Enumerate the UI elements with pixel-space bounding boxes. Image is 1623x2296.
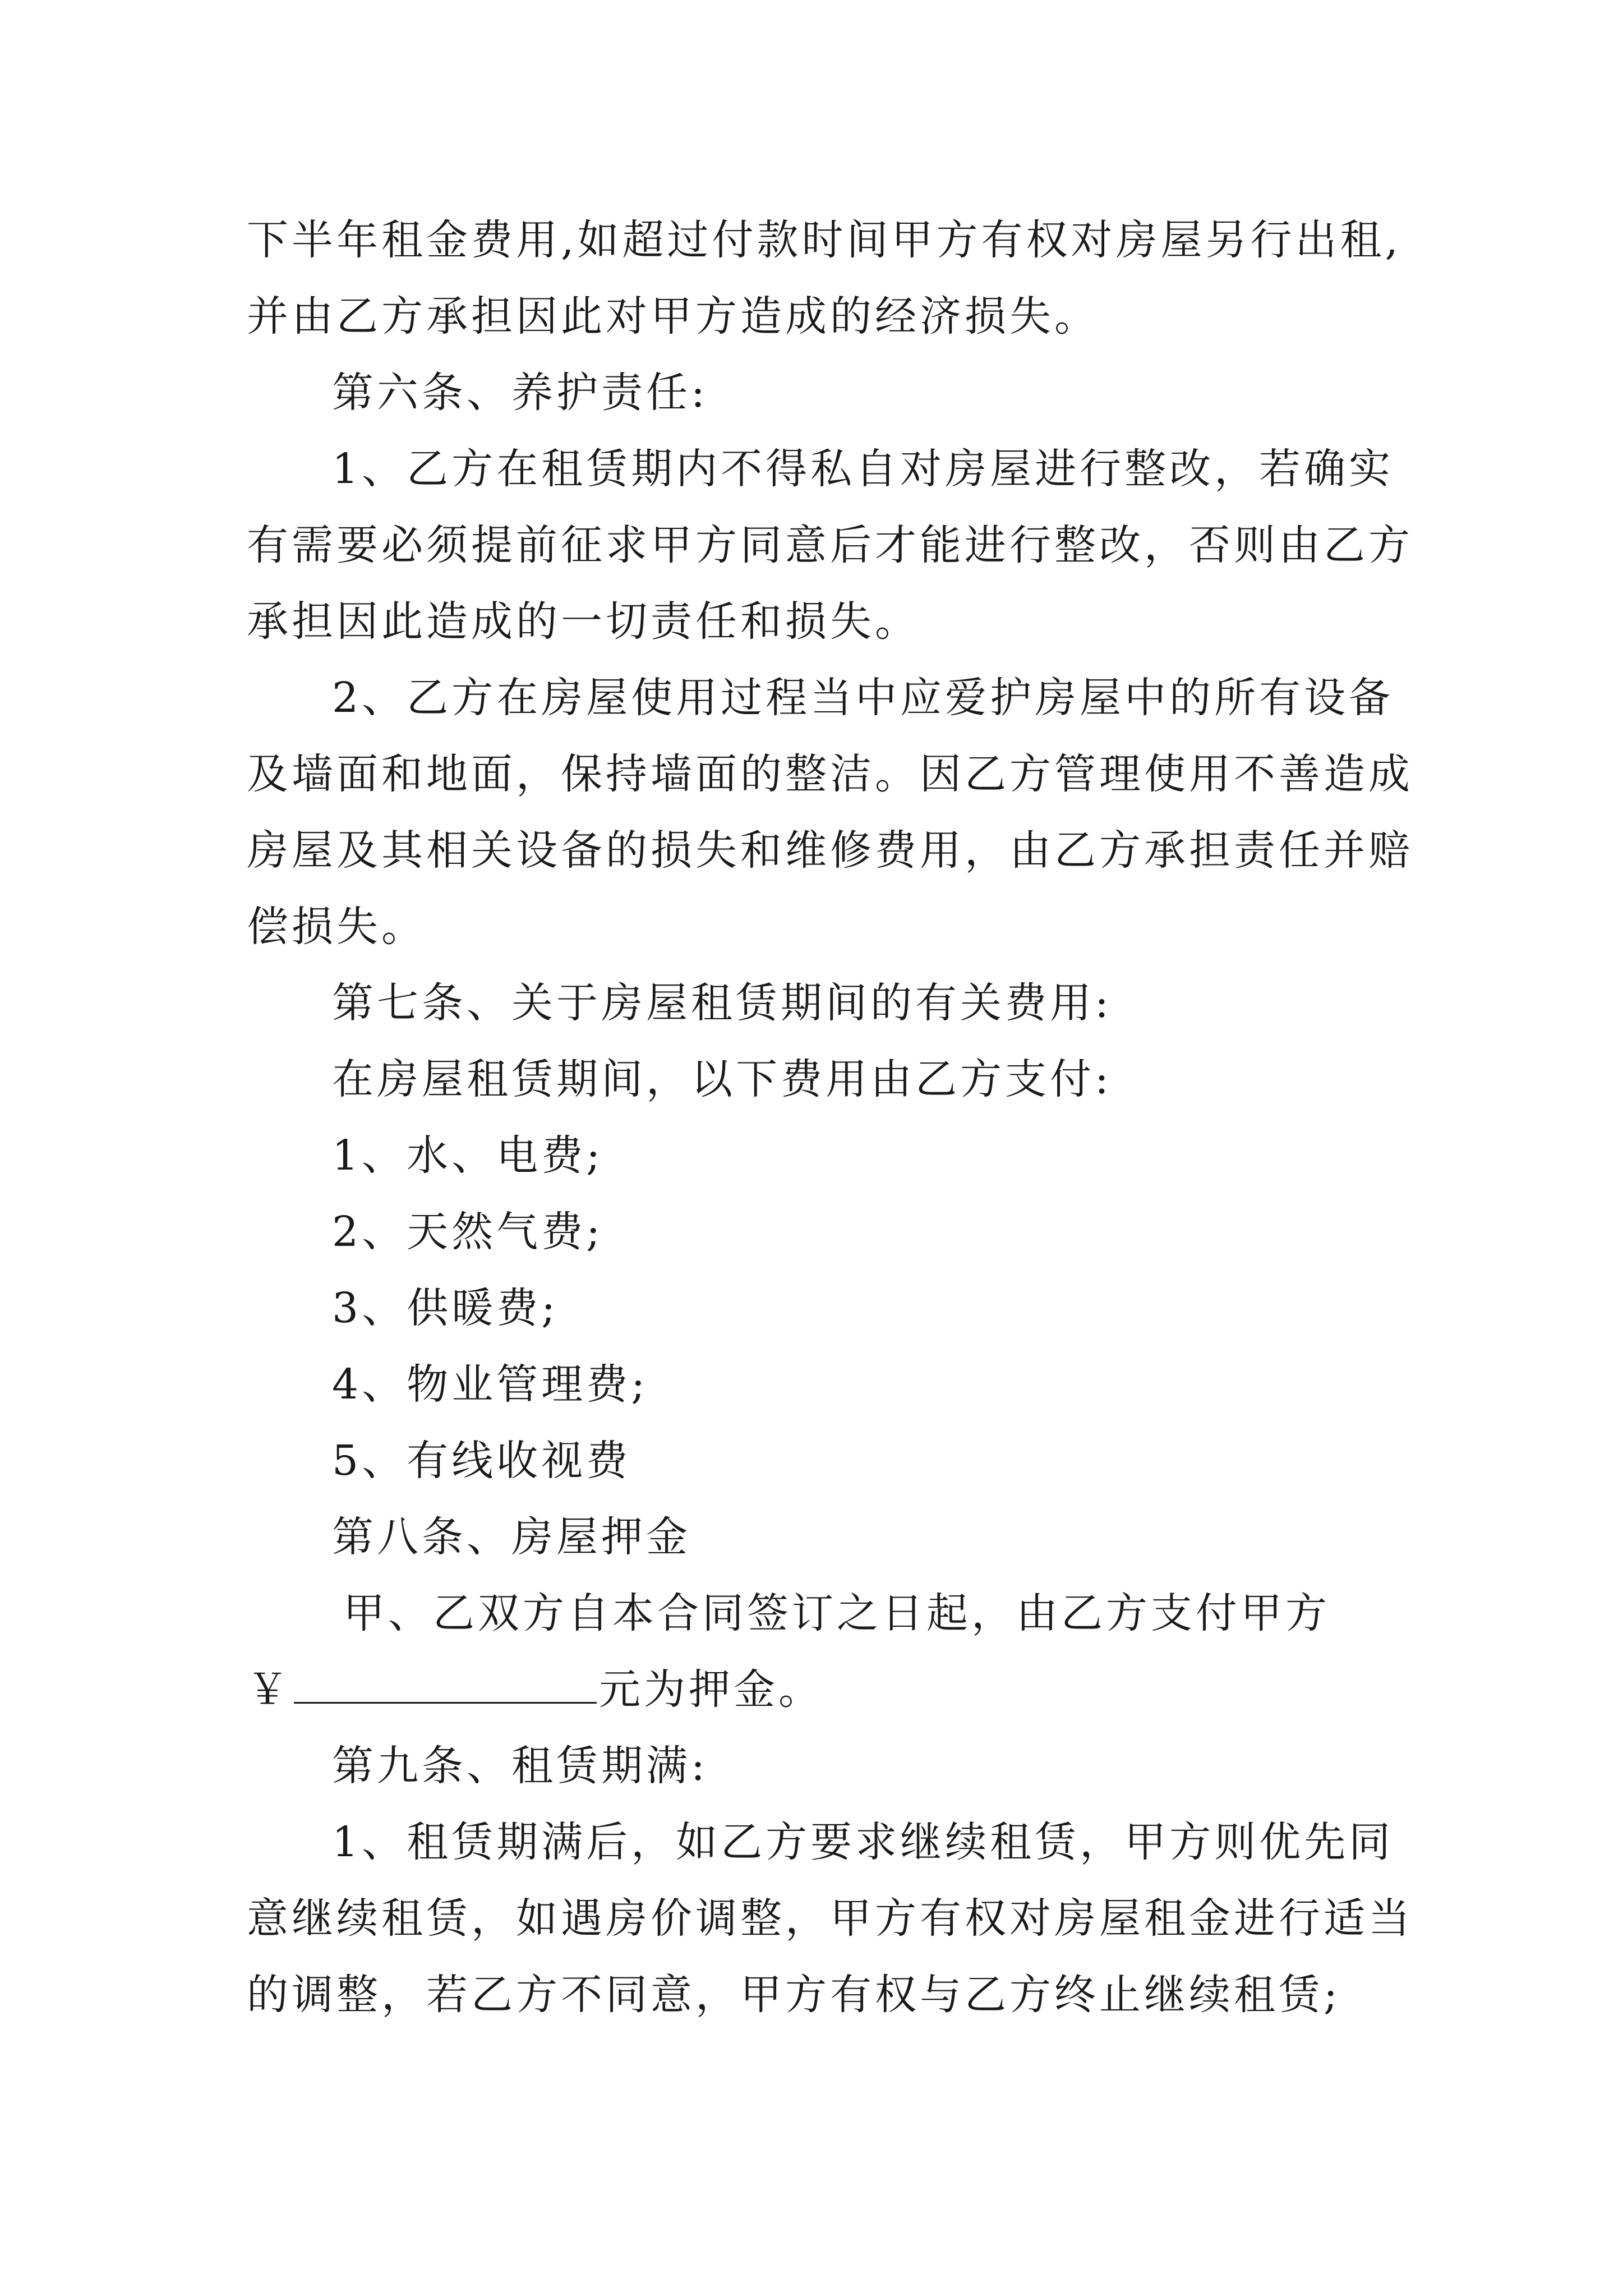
paragraph-line: 下半年租金费用,如超过付款时间甲方有权对房屋另行出租, <box>247 216 1402 264</box>
article-six-heading: 第六条、养护责任: <box>332 369 708 417</box>
deposit-line <box>247 1651 1441 1728</box>
fee-item: 5、有线收视费 <box>332 1437 631 1485</box>
fee-item: 1、水、电费; <box>332 1131 604 1180</box>
paragraph-line: 在房屋租赁期间，以下费用由乙方支付: <box>332 1055 1112 1103</box>
paragraph-line: 房屋及其相关设备的损失和维修费用，由乙方承担责任并赔 <box>247 826 1413 875</box>
deposit-suffix: 元为押金。 <box>599 1665 823 1714</box>
paragraph-line: 承担因此造成的一切责任和损失。 <box>247 597 920 646</box>
article-seven-heading: 第七条、关于房屋租赁期间的有关费用: <box>332 979 1112 1027</box>
paragraph-line: 意继续租赁，如遇房价调整，甲方有权对房屋租金进行适当 <box>247 1894 1413 1943</box>
paragraph-line: 2、乙方在房屋使用过程当中应爱护房屋中的所有设备 <box>332 674 1394 722</box>
deposit-amount-blank <box>294 1668 597 1704</box>
paragraph-line: 1、乙方在租赁期内不得私自对房屋进行整改，若确实 <box>332 445 1394 493</box>
paragraph-line: 及墙面和地面，保持墙面的整洁。因乙方管理使用不善造成 <box>247 750 1413 798</box>
paragraph-line: 并由乙方承担因此对甲方造成的经济损失。 <box>247 292 1099 341</box>
paragraph-line: 偿损失。 <box>247 903 426 951</box>
article-eight-heading: 第八条、房屋押金 <box>332 1513 691 1561</box>
paragraph-line: 的调整，若乙方不同意，甲方有权与乙方终止继续租赁; <box>247 1971 1341 2019</box>
article-nine-heading: 第九条、租赁期满: <box>332 1742 708 1790</box>
fee-item: 3、供暖费; <box>332 1284 559 1332</box>
paragraph-line: 有需要必须提前征求甲方同意后才能进行整改，否则由乙方 <box>247 521 1413 569</box>
fee-item: 2、天然气费; <box>332 1208 604 1256</box>
paragraph-line: 甲、乙双方自本合同签订之日起，由乙方支付甲方 <box>343 1589 1330 1637</box>
fee-item: 4、物业管理费; <box>332 1360 649 1409</box>
currency-symbol: ￥ <box>247 1665 292 1714</box>
contract-text <box>247 202 1441 2033</box>
paragraph-line: 1、租赁期满后，如乙方要求继续租赁，甲方则优先同 <box>332 1818 1394 1866</box>
